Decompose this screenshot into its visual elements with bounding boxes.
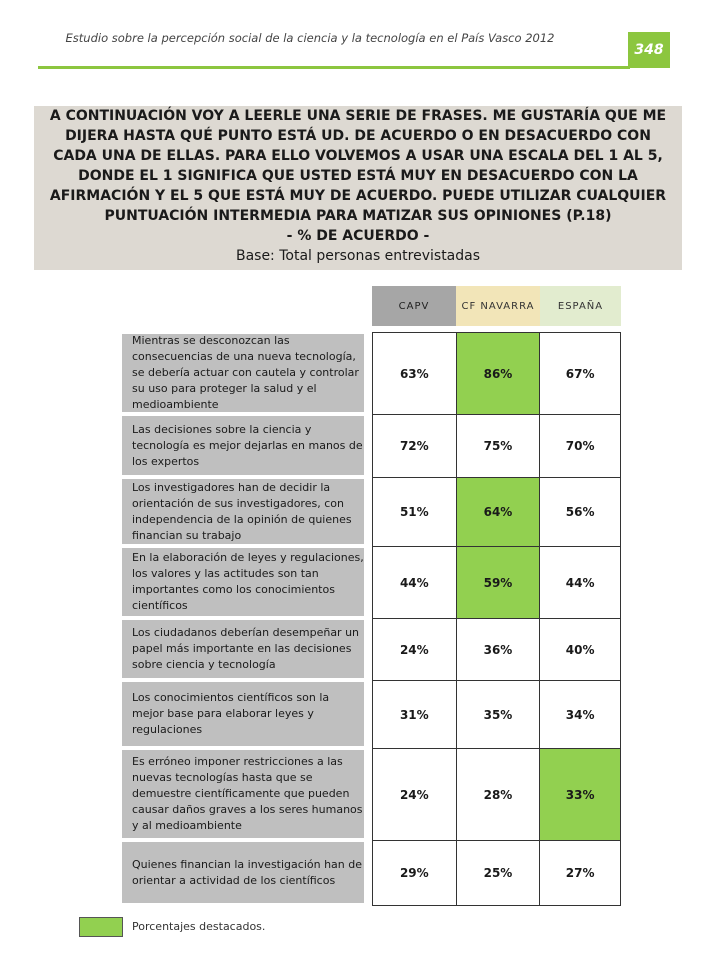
row-label: Los investigadores han de decidir la orientación de sus investigadores, con independencia de la opinión de quienes financian su trabajo — [122, 479, 364, 544]
question-base: Base: Total personas entrevistadas — [235, 248, 481, 264]
question-measure: - % DE ACUERDO - — [286, 228, 430, 244]
question-text: A CONTINUACIÓN VOY A LEERLE UNA SERIE DE FRASES. ME GUSTARÍA QUE ME DIJERA HASTA QUÉ PUNTO ESTÁ UD. DE ACUERDO O EN DESACUERDO CON CADA UNA DE ELLAS. PARA ELLO VOLVEMOS A USAR UNA ESCALA DEL 1 AL 5, DONDE EL 1 SIGNIFICA QUE USTED ESTÁ MUY EN DESACUERDO CON LA AFIRMACIÓN Y EL 5 QUE ESTÁ MUY DE ACUERDO. PUEDE UTILIZAR CUALQUIER PUNTUACIÓN INTERMEDIA PARA MATIZAR SUS OPINIONES (P.18) — [49, 108, 667, 224]
table-cell: 59% — [456, 547, 540, 619]
table-cell: 27% — [540, 841, 621, 906]
results-table — [372, 332, 621, 906]
column-header-navarra: CF NAVARRA — [456, 286, 541, 326]
table-cell: 44% — [373, 547, 457, 619]
table-cell: 35% — [456, 681, 540, 749]
report-title: Estudio sobre la percepción social de la ciencia y la tecnología en el País Vasco 2012 — [65, 31, 555, 45]
table-row — [373, 749, 621, 841]
table-cell: 24% — [373, 749, 457, 841]
row-label: Es erróneo imponer restricciones a las nuevas tecnologías hasta que se demuestre científicamente que pueden causar daños graves a los seres humanos y al medioambiente — [122, 750, 364, 838]
table-row — [373, 619, 621, 681]
table-row — [373, 478, 621, 547]
table-cell: 36% — [456, 619, 540, 681]
row-label: Quienes financian la investigación han de orientar a actividad de los científicos — [122, 842, 364, 903]
table-cell: 31% — [373, 681, 457, 749]
table-row — [373, 415, 621, 478]
row-label: En la elaboración de leyes y regulaciones, los valores y las actitudes son tan importantes como los conocimientos científicos — [122, 548, 364, 616]
table-row — [373, 547, 621, 619]
column-header-capv: CAPV — [372, 286, 456, 326]
table-cell: 34% — [540, 681, 621, 749]
table-cell: 40% — [540, 619, 621, 681]
table-row — [373, 681, 621, 749]
table-cell: 24% — [373, 619, 457, 681]
table-cell: 29% — [373, 841, 457, 906]
legend-label: Porcentajes destacados. — [132, 920, 266, 933]
header-divider — [38, 66, 630, 69]
row-label: Mientras se desconozcan las consecuencias de una nueva tecnología, se debería actuar con cautela y controlar su uso para proteger la salud y el medioambiente — [122, 334, 364, 412]
table-cell: 56% — [540, 478, 621, 547]
table-cell: 64% — [456, 478, 540, 547]
table-cell: 33% — [540, 749, 621, 841]
table-row — [373, 841, 621, 906]
table-row — [373, 333, 621, 415]
table-cell: 72% — [373, 415, 457, 478]
table-cell: 75% — [456, 415, 540, 478]
table-cell: 28% — [456, 749, 540, 841]
row-label: Los conocimientos científicos son la mejor base para elaborar leyes y regulaciones — [122, 682, 364, 746]
table-cell: 86% — [456, 333, 540, 415]
question-box — [34, 106, 682, 270]
column-header-espana: ESPAÑA — [540, 286, 621, 326]
table-cell: 70% — [540, 415, 621, 478]
row-label: Los ciudadanos deberían desempeñar un papel más importante en las decisiones sobre ciencia y tecnología — [122, 620, 364, 678]
table-cell: 44% — [540, 547, 621, 619]
legend-swatch — [79, 917, 123, 937]
row-label: Las decisiones sobre la ciencia y tecnología es mejor dejarlas en manos de los expertos — [122, 416, 364, 475]
page-number-badge: 348 — [628, 32, 670, 68]
table-cell: 67% — [540, 333, 621, 415]
table-cell: 63% — [373, 333, 457, 415]
table-cell: 51% — [373, 478, 457, 547]
table-cell: 25% — [456, 841, 540, 906]
